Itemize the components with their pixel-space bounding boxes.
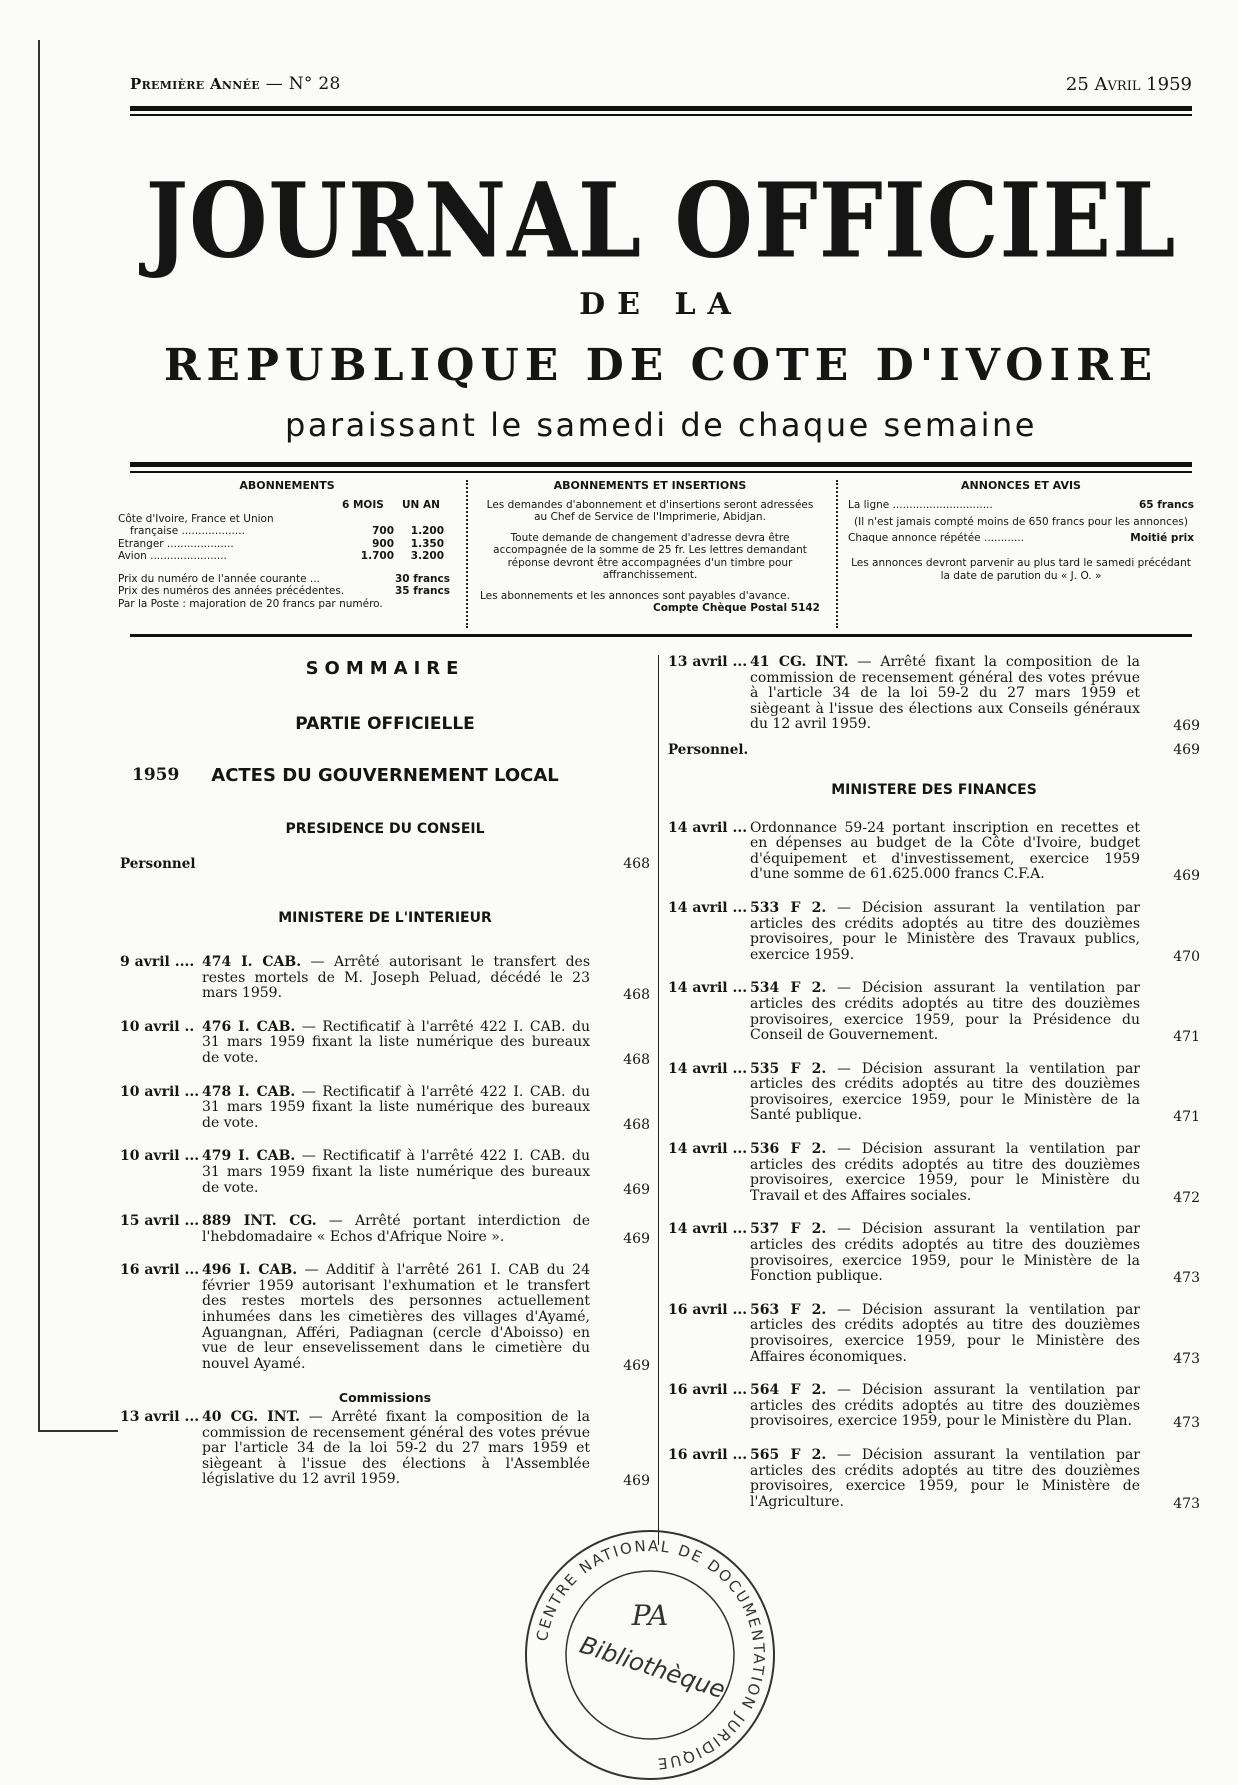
- list-item: 14 avril ... 536 F 2. — Décision assurant la ventilation par articles des crédits adoptés au titre des douzièmes provisoires, exercice 1959, pour le Ministère du Travail et des Affaires sociales. 472: [668, 1141, 1200, 1206]
- subscriptions-header: [118, 499, 456, 513]
- annonces-title: ANNONCES ET AVIS: [961, 479, 1081, 492]
- library-stamp: [520, 1525, 780, 1785]
- list-item: 14 avril ... 533 F 2. — Décision assurant la ventilation par articles des crédits adoptés au titre des douzièmes provisoires, pour le Ministère des Travaux publics, exercice 1959. 470: [668, 899, 1200, 965]
- annonce-line-price: La ligne .............................. 65 francs: [848, 498, 1194, 511]
- insertions-change-address: Toute demande de changement d'adresse devra être accompagnée de la somme de 25 fr. Les lettres demandant réponse devront être accompagnées d'un timbre pour affranchissement.: [493, 531, 807, 581]
- price-row: Prix des numéros des années précédentes. 35 francs: [118, 585, 450, 597]
- list-item: 9 avril .... 474 I. CAB. — Arrêté autorisant le transfert des restes mortels de M. Joseph Peluad, décédé le 23 mars 1959. 468: [120, 953, 650, 1004]
- right-personnel-entry: Personnel. 469: [668, 741, 1200, 758]
- finances-heading: MINISTERE DES FINANCES: [831, 781, 1037, 798]
- left-margin-line: [38, 40, 40, 1430]
- insertions-address: Les demandes d'abonnement et d'insertions seront adressées au Chef de Service de l'Imprimerie, Abidjan.: [486, 498, 814, 523]
- list-item: 14 avril ... 535 F 2. — Décision assurant la ventilation par articles des crédits adoptés au titre des douzièmes provisoires, exercice 1959, pour le Ministère de la Santé publique. 471: [668, 1060, 1200, 1126]
- list-item: 14 avril ... Ordonnance 59-24 portant inscription en recettes et en dépenses au budget de la Côte d'Ivoire, budget d'équipement et d'investissement, exercice 1959 d'une somme de 61.625.000 francs C.F.A. 469: [668, 819, 1200, 885]
- actes-title: ACTES DU GOUVERNEMENT LOCAL: [211, 765, 559, 787]
- subscription-row: Avion ....................... 1.700 3.200: [118, 550, 444, 562]
- insertions-box: [480, 480, 820, 628]
- actes-year: 1959: [132, 765, 180, 786]
- personnel-entry: Personnel 468: [120, 856, 650, 873]
- subscription-row: Etranger .................... 900 1.350: [118, 537, 444, 550]
- list-item: 16 avril ... 496 I. CAB. — Additif à l'arrêté 261 I. CAB du 24 février 1959 autorisant l'exhumation et le transfert des restes mortels des personnes actuellement inhumées dans les cimetières des villages d'Ayamé, Aguangnan, Afféri, Padiagnan (cercle d'Aboisso) en vue de leur ensevelissement dans le cimetière du nouvel Ayamé. 469: [120, 1262, 650, 1374]
- stamp-initials: PA: [631, 1599, 669, 1632]
- list-item: 14 avril ... 534 F 2. — Décision assurant la ventilation par articles des crédits adoptés au titre des douzièmes provisoires, exercice 1959, pour la Présidence du Conseil de Gouvernement. 471: [668, 980, 1200, 1046]
- presidence-heading: PRESIDENCE DU CONSEIL: [285, 820, 485, 837]
- list-item: 15 avril ... 889 INT. CG. — Arrêté portant interdiction de l'hebdomadaire « Echos d'Afrique Noire ». 469: [120, 1213, 650, 1247]
- list-item: 13 avril ... 41 CG. INT. — Arrêté fixant la composition de la commission de recensement général des votes prévue à l'article 34 de la loi 59-2 du 27 mars 1959 et siègeant à l'issue des élections aux Conseils généraux du 12 avril 1959. 469: [668, 654, 1200, 735]
- publication-frequency: paraissant le samedi de chaque semaine: [285, 406, 1037, 444]
- sommaire-title: SOMMAIRE: [305, 658, 465, 679]
- list-item: 14 avril ... 537 F 2. — Décision assurant la ventilation par articles des crédits adoptés au titre des douzièmes provisoires, exercice 1959, pour le Ministère de la Fonction publique. 473: [668, 1221, 1200, 1287]
- left-margin-base: [38, 1430, 118, 1432]
- masthead-rule-thin: [130, 471, 1192, 473]
- issue-number: — N° 28: [265, 74, 341, 94]
- subscriptions-title: ABONNEMENTS: [239, 479, 335, 492]
- masthead-rule: [130, 462, 1192, 467]
- republic-title: REPUBLIQUE DE COTE D'IVOIRE: [163, 340, 1159, 391]
- col-1-year: UN AN: [402, 498, 440, 511]
- partie-officielle: PARTIE OFFICIELLE: [295, 713, 475, 734]
- box-separator: [836, 480, 838, 628]
- list-item: 10 avril ... 478 I. CAB. — Rectificatif à l'arrêté 422 I. CAB. du 31 mars 1959 fixant la liste numérique des bureaux de vote. 468: [120, 1083, 650, 1133]
- annonce-repeat-price: Chaque annonce répétée ............ Moitié prix: [848, 532, 1194, 544]
- subscription-row: française ................... 700 1.200: [130, 525, 444, 537]
- finances-entries: [668, 821, 1200, 1511]
- col-6-months: 6 MOIS: [342, 498, 384, 511]
- list-item: 16 avril ... 565 F 2. — Décision assurant la ventilation par articles des crédits adoptés au titre des douzièmes provisoires, exercice 1959, pour le Ministère de l'Agriculture. 473: [668, 1446, 1200, 1512]
- issue-info: [130, 74, 341, 94]
- actes-heading: [120, 765, 650, 787]
- annonce-deadline: Les annonces devront parvenir au plus tard le samedi précédant la date de parution du « J. O. »: [851, 557, 1191, 582]
- subscriptions-box: [118, 480, 456, 628]
- annonce-note: (Il n'est jamais compté moins de 650 francs pour les annonces): [854, 515, 1188, 528]
- list-item: 10 avril .. 476 I. CAB. — Rectificatif à l'arrêté 422 I. CAB. du 31 mars 1959 fixant la liste numérique des bureaux de vote. 468: [120, 1018, 650, 1068]
- insertions-title: ABONNEMENTS ET INSERTIONS: [553, 479, 747, 492]
- price-row: Par la Poste : majoration de 20 francs par numéro.: [118, 597, 383, 610]
- sommaire-left-column: [120, 655, 650, 1506]
- column-divider: [658, 655, 659, 1545]
- insertions-payment: Les abonnements et les annonces sont payables d'avance. Compte Chèque Postal 5142: [480, 589, 820, 614]
- list-item: 13 avril ... 40 CG. INT. — Arrêté fixant la composition de la commission de recensement général des votes prévue par l'article 34 de la loi 59-2 du 27 mars 1959 et siègeant à l'issue des élections à l'Assemblée législative du 12 avril 1959. 469: [120, 1409, 650, 1490]
- issue-date: 25 Avril 1959: [1065, 74, 1192, 95]
- list-item: 10 avril ... 479 I. CAB. — Rectificatif à l'arrêté 422 I. CAB. du 31 mars 1959 fixant la liste numérique des bureaux de vote. 469: [120, 1148, 650, 1198]
- sommaire-right-column: [668, 655, 1200, 1528]
- list-item: 16 avril ... 563 F 2. — Décision assurant la ventilation par articles des crédits adoptés au titre des douzièmes provisoires, exercice 1959, pour le Ministère des Affaires économiques. 473: [668, 1301, 1200, 1367]
- journal-title: JOURNAL OFFICIEL: [145, 160, 1177, 282]
- subscription-row: Côte d'Ivoire, France et Union: [118, 512, 274, 525]
- top-rule: [130, 106, 1192, 111]
- year-label: Première Année: [130, 75, 260, 93]
- list-item: 16 avril ... 564 F 2. — Décision assurant la ventilation par articles des crédits adoptés au titre des douzièmes provisoires, exercice 1959, pour le Ministère du Plan. 473: [668, 1382, 1200, 1432]
- top-rule-thin: [130, 114, 1192, 116]
- box-separator: [466, 480, 468, 628]
- annonces-box: [848, 480, 1194, 628]
- commissions-heading: Commissions: [338, 1390, 432, 1406]
- boxes-rule: [130, 634, 1192, 637]
- price-row: Prix du numéro de l'année courante ... 30 francs: [118, 572, 450, 585]
- de-la: DE LA: [579, 287, 743, 322]
- interieur-entries: [120, 955, 650, 1372]
- interieur-heading: MINISTERE DE L'INTERIEUR: [278, 910, 492, 927]
- issue-line: [130, 74, 1192, 98]
- stamp-center-text: Bibliothèque: [576, 1630, 729, 1705]
- stamp-ring-text: CENTRE NATIONAL DE DOCUMENTATION JURIDIQUE: [532, 1536, 769, 1773]
